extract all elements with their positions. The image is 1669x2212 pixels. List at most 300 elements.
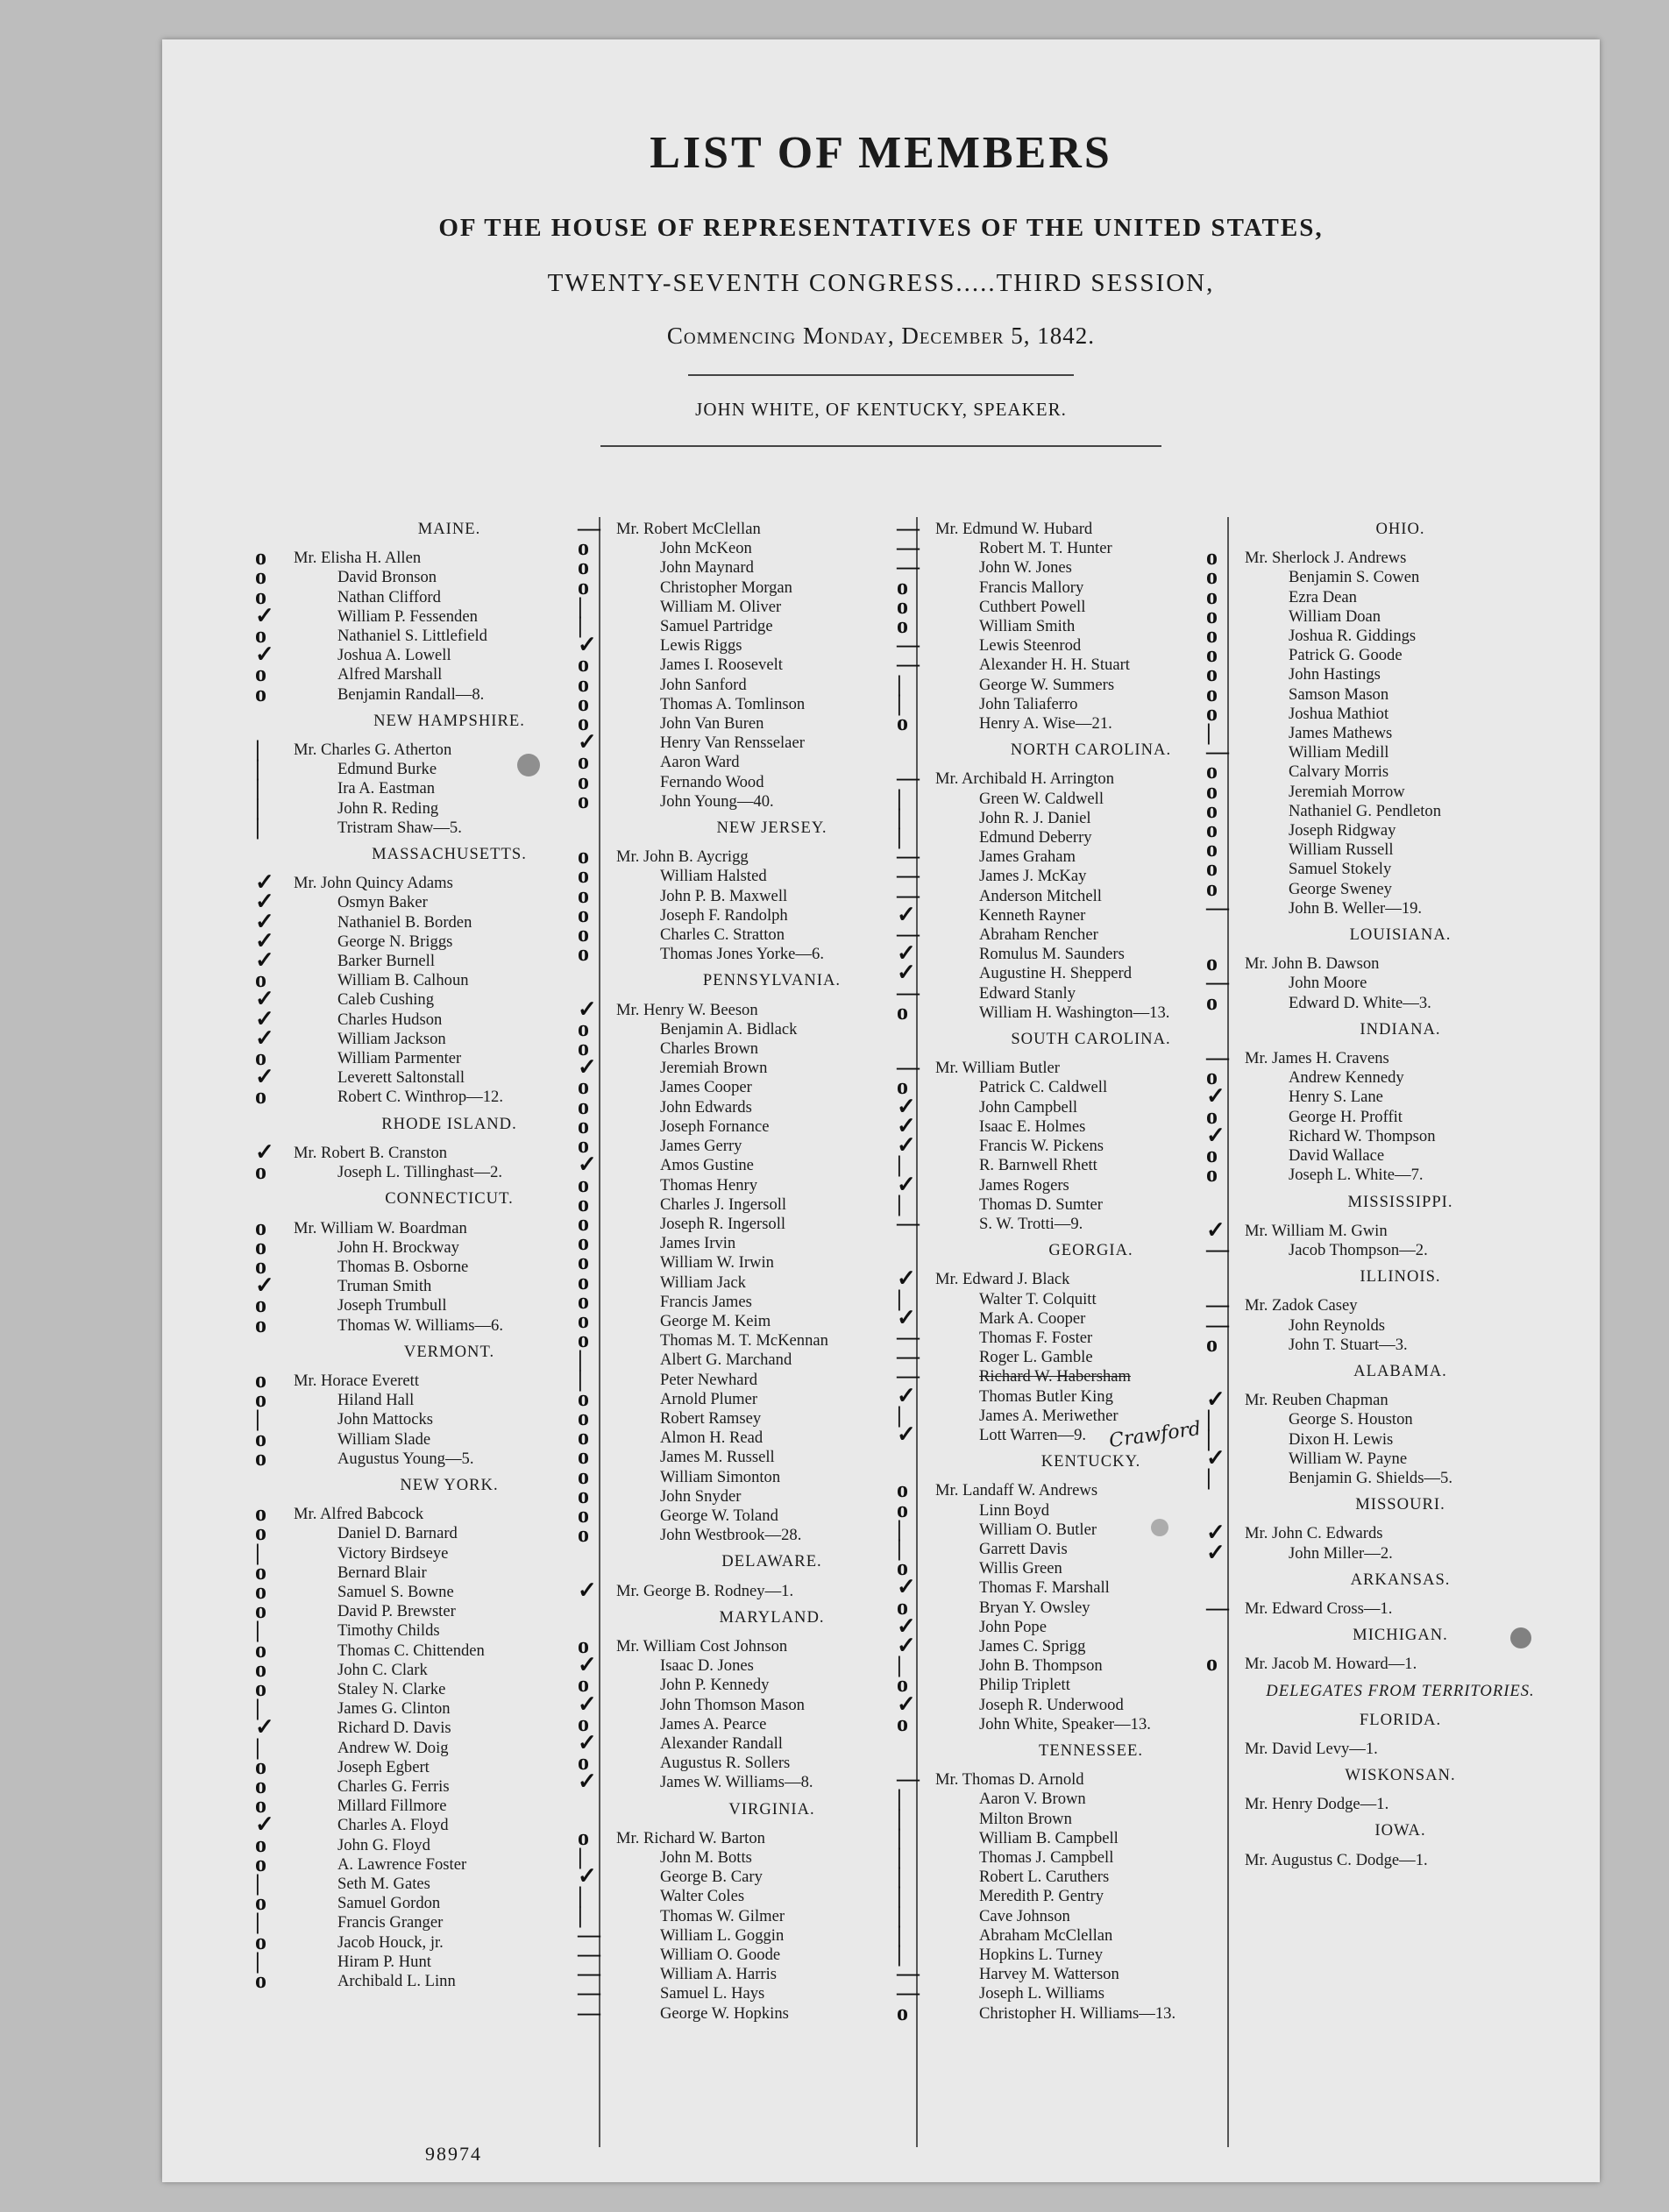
member-name: Mr. Edward J. Black: [935, 1270, 1070, 1289]
member-name: Joseph Ridgway: [1289, 821, 1396, 840]
member-name: George H. Proffit: [1289, 1107, 1403, 1126]
member-name: John P. Kennedy: [660, 1676, 770, 1695]
member-name: Mr. Jacob M. Howard—1.: [1245, 1655, 1417, 1674]
member-name: R. Barnwell Rhett: [979, 1156, 1097, 1175]
tally-mark: |: [897, 1844, 902, 1869]
member-name: James M. Russell: [660, 1448, 775, 1467]
member-entry: [578, 901, 919, 927]
member-name: James J. McKay: [979, 867, 1087, 886]
member-entry: [578, 1824, 919, 1850]
member-name: Hopkins L. Turney: [979, 1946, 1104, 1965]
tally-mark: ✓: [255, 1811, 274, 1838]
member-entry: [255, 1831, 596, 1857]
state-heading: KENTUCKY.: [1040, 1452, 1141, 1471]
member-name: John Van Buren: [660, 714, 764, 734]
member-name: Joseph Trumbull: [337, 1296, 447, 1315]
member-name: Christopher Morgan: [660, 578, 792, 597]
member-entry: [897, 1650, 1238, 1678]
member-entry: [578, 1365, 919, 1392]
member-entry: [897, 592, 1238, 619]
member-name: Nathan Clifford: [337, 587, 441, 606]
tally-mark: ✓: [897, 1171, 916, 1197]
member-name: William Jack: [660, 1273, 746, 1292]
member-entry: [1206, 1142, 1547, 1168]
member-name: Timothy Childs: [337, 1621, 440, 1641]
member-entry: [255, 1811, 596, 1838]
member-name: Christopher H. Williams—13.: [979, 2003, 1176, 2023]
member-name: Samuel Stokely: [1289, 860, 1392, 879]
member-entry: [578, 1652, 919, 1678]
member-entry: [255, 986, 596, 1012]
member-entry: [255, 1577, 597, 1604]
tally-mark: o: [255, 1366, 266, 1393]
member-entry: [1206, 642, 1547, 668]
tally-mark: —: [1206, 1594, 1229, 1620]
tally-mark: o: [578, 748, 589, 775]
member-name: Mr. Reuben Chapman: [1245, 1391, 1388, 1410]
member-name: Mr. William M. Gwin: [1245, 1221, 1388, 1240]
member-entry: [578, 515, 920, 541]
tally-mark: o: [255, 622, 266, 649]
tally-mark: ✓: [897, 1266, 916, 1292]
tally-mark: o: [578, 1035, 589, 1061]
member-name: Seth M. Gates: [337, 1875, 430, 1893]
member-name: James Irvin: [660, 1234, 736, 1253]
member-entry: [255, 564, 596, 590]
member-name: John Maynard: [660, 558, 754, 578]
member-name: Walter Coles: [660, 1887, 745, 1906]
tally-mark: |: [578, 1882, 583, 1909]
tally-mark: o: [578, 901, 589, 927]
document-number: 98974: [425, 2143, 482, 2165]
member-entry: [578, 1152, 919, 1178]
tally-mark: o: [578, 690, 589, 716]
member-name: Edward Stanly: [979, 983, 1076, 1003]
member-entry: [578, 690, 919, 716]
member-name: David P. Brewster: [337, 1602, 456, 1621]
tally-mark: ✓: [255, 908, 274, 934]
tally-mark: o: [255, 1967, 266, 1994]
tally-mark: o: [578, 1501, 589, 1528]
member-entry: [578, 1287, 919, 1314]
member-name: George N. Briggs: [337, 932, 453, 951]
member-entry: [578, 1691, 919, 1717]
member-name: Mr. Charles G. Atherton: [294, 741, 452, 760]
member-name: Thomas F. Foster: [979, 1328, 1093, 1347]
tally-mark: |: [897, 690, 902, 716]
member-entry: [578, 1035, 919, 1061]
member-entry: [255, 1772, 596, 1798]
tally-mark: —: [578, 1980, 600, 2006]
member-entry: [255, 1947, 596, 1974]
member-entry: [1206, 544, 1547, 571]
tally-mark: o: [1206, 622, 1218, 649]
tally-mark: —: [897, 554, 920, 580]
member-entry: [255, 947, 596, 974]
member-entry: [255, 1365, 596, 1393]
member-entry: [255, 1753, 596, 1779]
member-entry: [897, 960, 1238, 986]
member-name: Aaron Ward: [660, 753, 740, 772]
member-entry: [578, 1171, 919, 1197]
member-name: Staley N. Clarke: [337, 1679, 446, 1698]
member-entry: [578, 1209, 920, 1236]
member-name: James Cooper: [660, 1078, 752, 1097]
member-name: John Young—40.: [660, 791, 774, 811]
tally-mark: o: [578, 1249, 589, 1275]
member-name: Barker Burnell: [337, 952, 436, 971]
member-name: James Graham: [979, 847, 1076, 867]
member-entry: [578, 651, 920, 677]
member-entry: [578, 1015, 919, 1041]
state-heading: NEW HAMPSHIRE.: [373, 711, 525, 730]
tally-mark: o: [578, 554, 589, 580]
tally-mark: o: [578, 710, 589, 736]
member-name: Joseph Fornance: [660, 1117, 770, 1136]
member-entry: [897, 613, 1238, 639]
member-entry: [897, 1785, 1238, 1811]
member-entry: [897, 1804, 1238, 1831]
member-name: Joseph L. Williams: [979, 1984, 1105, 2003]
member-name: Francis James: [660, 1292, 752, 1311]
member-name: Linn Boyd: [979, 1500, 1050, 1520]
tally-mark: o: [578, 1824, 589, 1850]
member-name: Mr. William W. Boardman: [294, 1218, 467, 1237]
tally-mark: |: [255, 1870, 260, 1896]
tally-mark: |: [255, 1947, 260, 1974]
member-name: John P. B. Maxwell: [660, 886, 788, 905]
member-entry: [897, 651, 1238, 677]
member-name: George W. Hopkins: [660, 2003, 789, 2023]
member-entry: [255, 583, 596, 609]
member-entry: [1206, 894, 1547, 920]
tally-mark: |: [897, 1921, 902, 1947]
member-name: Nathaniel S. Littlefield: [337, 627, 487, 646]
state-heading: NEW JERSEY.: [716, 819, 827, 838]
tally-mark: |: [255, 1909, 260, 1935]
tally-mark: ✓: [578, 1691, 597, 1717]
member-name: Francis Granger: [337, 1913, 444, 1932]
member-name: Joseph L. White—7.: [1289, 1166, 1424, 1185]
tally-mark: |: [255, 1406, 260, 1432]
tally-mark: ✓: [897, 1421, 916, 1447]
tally-mark: —: [897, 843, 920, 869]
member-name: William O. Goode: [660, 1946, 781, 1965]
tally-mark: o: [255, 1598, 266, 1624]
member-entry: [897, 1980, 1238, 2006]
tally-mark: |: [897, 670, 902, 697]
member-name: John T. Stuart—3.: [1289, 1335, 1408, 1354]
tally-mark: |: [578, 592, 583, 619]
member-entry: [1236, 1795, 1547, 1814]
member-name: Joseph R. Ingersoll: [660, 1214, 786, 1233]
tally-mark: o: [578, 1287, 589, 1314]
tally-mark: |: [255, 1695, 260, 1721]
member-entry: [897, 1535, 1238, 1561]
tally-mark: o: [578, 1749, 589, 1776]
member-name: James Mathews: [1289, 724, 1393, 743]
member-entry: [255, 544, 596, 571]
tally-mark: o: [255, 1850, 266, 1876]
member-name: David Bronson: [337, 568, 437, 587]
member-name: Robert Ramsey: [660, 1408, 762, 1428]
member-name: Mr. John B. Aycrigg: [616, 847, 749, 867]
member-entry: [578, 1980, 920, 2006]
member-name: Thomas M. T. McKennan: [660, 1331, 828, 1351]
member-entry: [897, 901, 1238, 927]
tally-mark: —: [1206, 1236, 1229, 1262]
tally-mark: o: [897, 1496, 908, 1522]
tally-mark: o: [578, 1710, 589, 1736]
state-heading: ARKANSAS.: [1350, 1570, 1451, 1589]
member-name: James G. Clinton: [337, 1699, 451, 1719]
member-name: Joshua R. Giddings: [1289, 627, 1417, 646]
member-name: Charles G. Ferris: [337, 1776, 450, 1796]
tally-mark: o: [578, 1424, 589, 1450]
member-name: Harvey M. Watterson: [979, 1965, 1119, 1984]
member-name: Augustine H. Shepperd: [979, 964, 1133, 983]
tally-mark: o: [578, 1385, 589, 1411]
tally-mark: —: [897, 921, 920, 947]
member-name: John C. Clark: [337, 1660, 428, 1679]
member-entry: [578, 1501, 919, 1528]
member-name: Francis W. Pickens: [979, 1137, 1104, 1156]
tally-mark: ✓: [255, 642, 274, 668]
tally-mark: ✓: [255, 947, 274, 974]
member-entry: [897, 1074, 1238, 1100]
member-name: Edmund Burke: [337, 760, 437, 779]
member-name: Mr. William Butler: [935, 1059, 1060, 1078]
member-entry: [1206, 602, 1547, 628]
member-name: Jeremiah Brown: [660, 1059, 768, 1078]
member-entry: [255, 1404, 596, 1432]
member-name: Samson Mason: [1289, 684, 1389, 704]
member-entry: [578, 613, 919, 639]
member-entry: [897, 998, 1238, 1024]
tally-mark: o: [578, 1404, 589, 1430]
tally-mark: o: [578, 670, 589, 697]
member-entry: [255, 1045, 596, 1071]
tally-mark: o: [897, 592, 908, 619]
member-entry: [897, 710, 1238, 736]
member-name: John Taliaferro: [979, 694, 1078, 713]
tally-mark: o: [578, 1671, 589, 1698]
member-entry: [897, 1632, 1238, 1658]
member-entry: [255, 1695, 596, 1721]
member-entry: [1206, 1425, 1547, 1451]
member-name: Samuel L. Hays: [660, 1984, 765, 2003]
member-entry: [255, 1159, 596, 1185]
member-entry: [897, 1844, 1238, 1869]
tally-mark: o: [255, 1636, 266, 1663]
state-heading: IOWA.: [1374, 1821, 1426, 1840]
member-entry: [578, 1385, 919, 1411]
member-name: Thomas A. Tomlinson: [660, 694, 806, 713]
member-name: Mr. Alfred Babcock: [294, 1505, 424, 1524]
member-entry: [897, 1132, 1238, 1159]
tally-mark: o: [1206, 989, 1218, 1015]
member-name: Caleb Cushing: [337, 990, 435, 1010]
tally-mark: ✓: [897, 940, 916, 967]
state-heading: MICHIGAN.: [1353, 1626, 1448, 1645]
member-name: Isaac E. Holmes: [979, 1117, 1086, 1136]
tally-mark: ✓: [1206, 1386, 1225, 1413]
member-entry: [255, 736, 596, 762]
tally-mark: ✓: [578, 729, 597, 755]
member-name: Alexander Randall: [660, 1733, 783, 1753]
member-name: William Halsted: [660, 867, 767, 886]
member-name: Benjamin Randall—8.: [337, 684, 485, 704]
tally-mark: ✓: [578, 632, 597, 658]
member-name: Thomas B. Osborne: [337, 1257, 469, 1276]
member-name: John Edwards: [660, 1097, 752, 1117]
member-name: Thomas J. Campbell: [979, 1848, 1114, 1867]
member-entry: [897, 1710, 1238, 1736]
member-entry: [255, 1138, 596, 1165]
member-entry: [578, 1863, 919, 1889]
member-entry: [255, 1273, 596, 1299]
member-entry: [897, 1960, 1238, 1987]
member-name: Mr. Horace Everett: [294, 1371, 420, 1390]
column-divider: [599, 517, 600, 2147]
member-entry: [1206, 661, 1547, 687]
tally-mark: |: [897, 1785, 902, 1811]
tally-mark: |: [255, 1733, 260, 1760]
member-name: Arnold Plumer: [660, 1389, 758, 1408]
header-rule-long: [600, 445, 1161, 447]
member-entry: [255, 1889, 596, 1916]
member-entry: [897, 1496, 1238, 1522]
member-name: James I. Roosevelt: [660, 656, 783, 675]
tally-mark: —: [897, 1209, 920, 1236]
member-name: Charles A. Floyd: [337, 1816, 449, 1835]
tally-mark: o: [1206, 875, 1218, 901]
tally-mark: |: [255, 755, 260, 782]
tally-mark: o: [578, 862, 589, 889]
member-name: Green W. Caldwell: [979, 789, 1104, 808]
member-name: Robert L. Caruthers: [979, 1868, 1110, 1887]
member-entry: [255, 1500, 596, 1528]
member-entry: [897, 1613, 1238, 1639]
member-column-2: [578, 515, 920, 2025]
tally-mark: —: [578, 1941, 600, 1967]
handwritten-note: Crawford: [1107, 1417, 1203, 1453]
member-name: Thomas F. Marshall: [979, 1578, 1110, 1598]
tally-mark: —: [897, 979, 920, 1005]
tally-mark: o: [578, 1521, 589, 1548]
tally-mark: —: [897, 632, 920, 658]
member-name: John White, Speaker—13.: [979, 1714, 1151, 1733]
document-header: [162, 127, 1600, 447]
tally-mark: |: [255, 1617, 260, 1643]
member-entry: [897, 1902, 1238, 1928]
member-name: Thomas C. Chittenden: [337, 1641, 485, 1660]
header-rule: [688, 374, 1074, 376]
member-name: Tristram Shaw—5.: [337, 818, 462, 837]
member-name: Henry Van Rensselaer: [660, 734, 805, 753]
tally-mark: |: [897, 1863, 902, 1889]
member-entry: [1206, 969, 1547, 996]
member-name: John W. Jones: [979, 558, 1072, 578]
tally-mark: o: [255, 1045, 266, 1071]
member-entry: [1206, 1236, 1547, 1262]
member-name: Benjamin G. Shields—5.: [1289, 1468, 1452, 1487]
member-name: Aaron V. Brown: [979, 1790, 1086, 1809]
member-name: S. W. Trotti—9.: [979, 1214, 1083, 1233]
member-entry: [255, 1233, 596, 1259]
tally-mark: o: [255, 1292, 266, 1318]
tally-mark: —: [1206, 1292, 1229, 1318]
member-name: George M. Keim: [660, 1311, 771, 1330]
member-name: John Moore: [1289, 974, 1367, 993]
member-name: Mark A. Cooper: [979, 1308, 1086, 1328]
member-entry: [255, 1617, 596, 1643]
tally-mark: o: [255, 680, 266, 706]
member-name: William Doan: [1289, 606, 1381, 626]
tally-mark: —: [1206, 969, 1229, 996]
speaker-line: JOHN WHITE, OF KENTUCKY, SPEAKER.: [695, 399, 1067, 420]
member-name: John Reynolds: [1289, 1315, 1386, 1335]
tally-mark: |: [897, 804, 902, 830]
member-name: Joshua A. Lowell: [337, 646, 451, 665]
member-entry: [897, 1941, 1238, 1967]
member-entry: [897, 1863, 1238, 1889]
member-name: Thomas W. Gilmer: [660, 1906, 785, 1925]
member-entry: [255, 927, 596, 954]
state-heading: NEW YORK.: [400, 1475, 499, 1494]
tally-mark: o: [255, 1083, 266, 1110]
member-name: Abraham McClellan: [979, 1925, 1113, 1945]
member-name: Leverett Saltonstall: [337, 1068, 465, 1088]
member-entry: [255, 1558, 596, 1585]
member-entry: [897, 940, 1238, 967]
member-name: Thomas Butler King: [979, 1386, 1113, 1406]
tally-mark: ✓: [578, 1652, 597, 1678]
member-name: Anderson Mitchell: [979, 886, 1102, 905]
member-entry: [1236, 1740, 1547, 1759]
member-entry: [1206, 817, 1547, 843]
member-name: Cave Johnson: [979, 1906, 1070, 1925]
member-entry: [897, 1382, 1238, 1413]
member-entry: [1206, 1386, 1547, 1413]
member-entry: [255, 775, 596, 801]
member-name: Mr. Elisha H. Allen: [294, 549, 422, 568]
tally-mark: o: [255, 967, 266, 993]
member-entry: [255, 1909, 596, 1935]
tally-mark: o: [255, 1500, 266, 1527]
tally-mark: —: [578, 1999, 600, 2025]
member-name: Richard W. Thompson: [1289, 1126, 1436, 1145]
member-entry: [897, 690, 1238, 716]
member-name: James A. Meriwether: [979, 1406, 1119, 1425]
member-name: Joshua Mathiot: [1289, 704, 1389, 723]
member-name: Francis Mallory: [979, 578, 1084, 597]
member-entry: [255, 1024, 596, 1051]
ink-stain: [1151, 1519, 1168, 1536]
member-entry: [1206, 1444, 1547, 1471]
tally-mark: —: [897, 1363, 920, 1389]
state-heading: VERMONT.: [403, 1342, 495, 1361]
tally-mark: —: [897, 862, 920, 889]
tally-mark: ✓: [578, 1729, 597, 1755]
tally-mark: |: [255, 1539, 260, 1565]
member-entry: [897, 1266, 1238, 1292]
member-entry: [578, 1093, 919, 1119]
member-name: Mr. Augustus C. Dodge—1.: [1245, 1850, 1428, 1869]
tally-mark: —: [897, 1960, 920, 1987]
member-name: William B. Campbell: [979, 1828, 1119, 1847]
ink-stain: [1510, 1627, 1531, 1648]
